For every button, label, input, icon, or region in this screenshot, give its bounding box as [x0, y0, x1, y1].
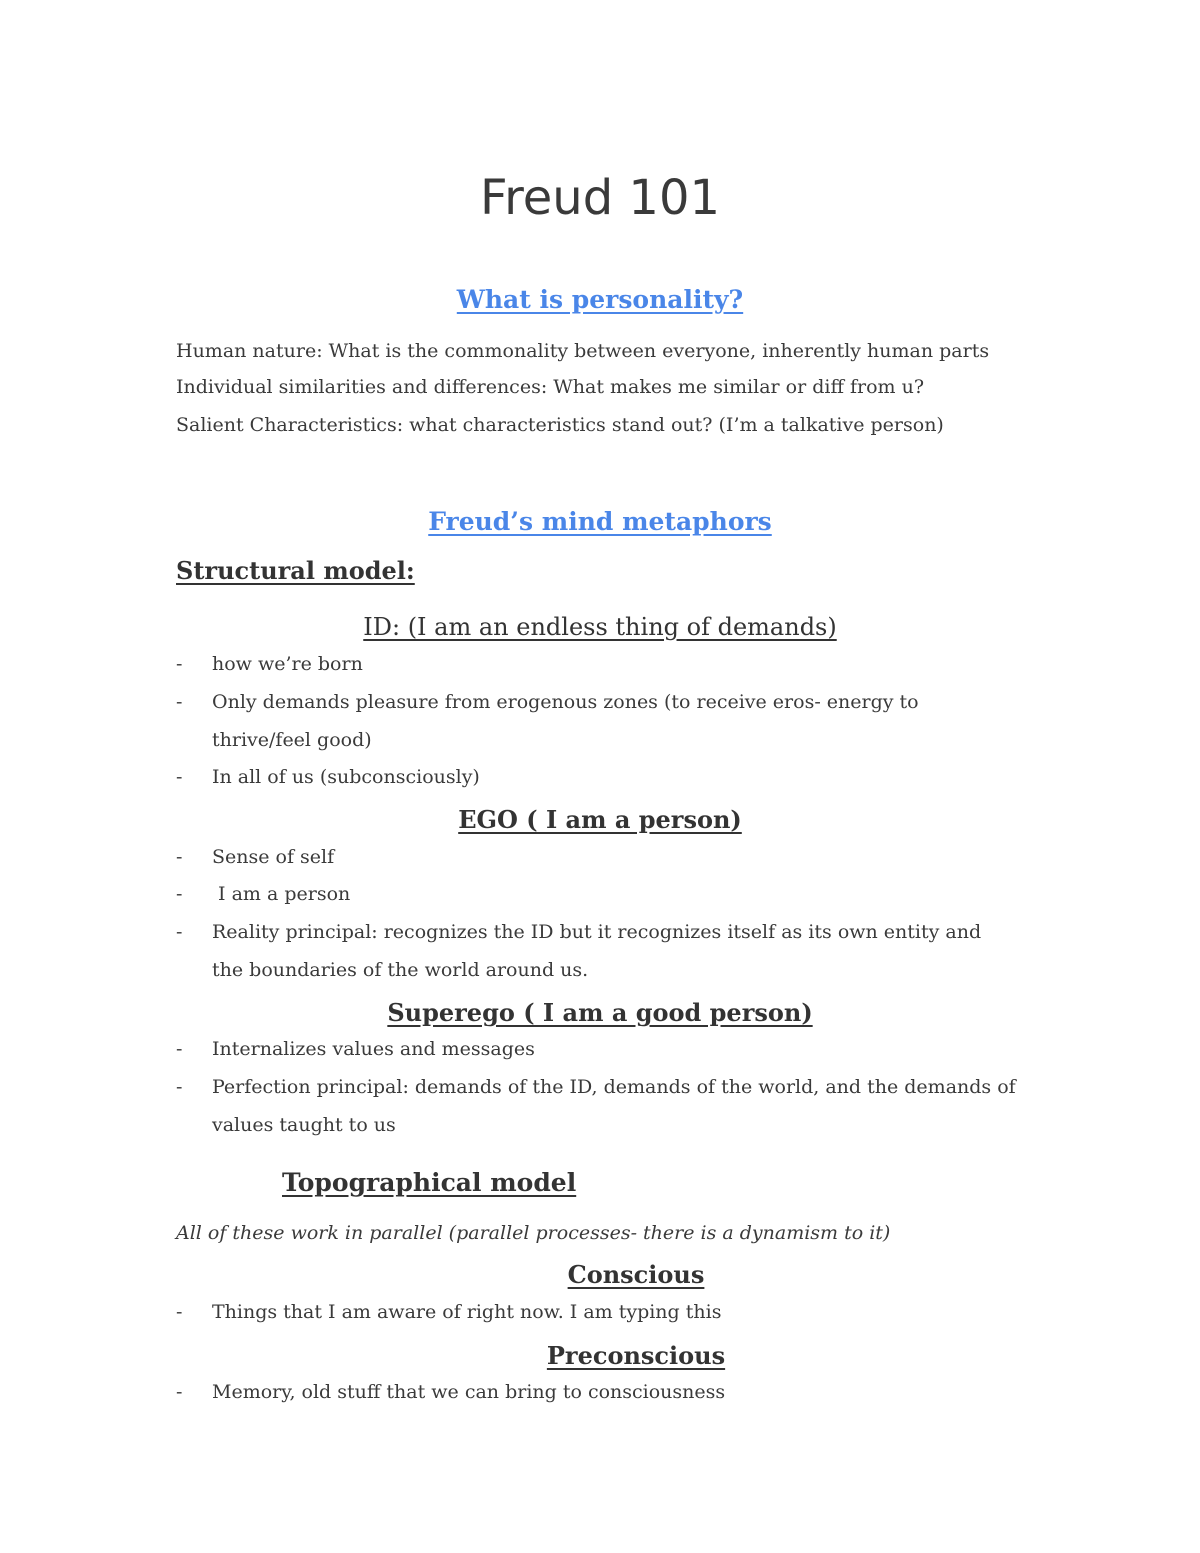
- id-bullet-text: Only demands pleasure from erogenous zones (to receive eros- energy to thrive/feel good): [212, 691, 919, 751]
- bullet-dash: -: [176, 1038, 183, 1060]
- ego-bullet: [176, 875, 1016, 913]
- page-title: Freud 101: [479, 170, 721, 226]
- body-line-human-nature: Human nature: What is the commonality between everyone, inherently human parts: [176, 340, 990, 362]
- bullet-dash: -: [176, 766, 183, 788]
- id-bullet: [176, 683, 1016, 759]
- bullet-dash: -: [176, 921, 183, 943]
- section-heading-mind-metaphors: Freud’s mind metaphors: [428, 507, 772, 536]
- topographical-note: All of these work in parallel (parallel processes- there is a dynamism to it): [176, 1222, 891, 1244]
- id-bullet-text: how we’re born: [212, 653, 363, 675]
- ego-bullet: [176, 838, 1016, 876]
- body-line-salient: Salient Characteristics: what characteristics stand out? (I’m a talkative person): [176, 414, 944, 436]
- section-heading-personality: What is personality?: [456, 285, 744, 314]
- id-bullet: [176, 758, 1016, 796]
- superego-bullet-text: Internalizes values and messages: [212, 1038, 535, 1060]
- bullet-dash: -: [176, 1076, 183, 1098]
- bullet-dash: -: [176, 1301, 183, 1323]
- conscious-bullet: [176, 1293, 1016, 1331]
- superego-bullet: [176, 1030, 1016, 1068]
- superego-heading: Superego ( I am a good person): [387, 998, 813, 1027]
- preconscious-bullet: [176, 1373, 1016, 1411]
- id-bullet: [176, 645, 1016, 683]
- ego-heading: EGO ( I am a person): [458, 805, 742, 834]
- structural-model-heading: Structural model:: [176, 556, 415, 585]
- id-bullet-text: In all of us (subconsciously): [212, 766, 480, 788]
- preconscious-bullet-text: Memory, old stuff that we can bring to consciousness: [212, 1381, 726, 1403]
- conscious-heading: Conscious: [567, 1260, 705, 1289]
- bullet-dash: -: [176, 653, 183, 675]
- topographical-model-heading: Topographical model: [282, 1168, 577, 1197]
- conscious-bullet-text: Things that I am aware of right now. I am typing this: [212, 1301, 722, 1323]
- body-line-individual: Individual similarities and differences: What makes me similar or diff from u?: [176, 376, 925, 398]
- id-heading: ID: (I am an endless thing of demands): [363, 613, 837, 641]
- ego-bullet-text: Sense of self: [212, 846, 335, 868]
- bullet-dash: -: [176, 846, 183, 868]
- preconscious-heading: Preconscious: [546, 1341, 726, 1370]
- bullet-dash: -: [176, 883, 183, 905]
- superego-bullet-text: Perfection principal: demands of the ID, demands of the world, and the demands of values taught to us: [212, 1076, 1016, 1136]
- bullet-dash: -: [176, 691, 183, 713]
- ego-bullet-text: I am a person: [212, 883, 351, 905]
- ego-bullet: [176, 913, 1016, 989]
- bullet-dash: -: [176, 1381, 183, 1403]
- superego-bullet: [176, 1068, 1016, 1144]
- ego-bullet-text: Reality principal: recognizes the ID but it recognizes itself as its own entity and the boundaries of the world around us.: [212, 921, 982, 981]
